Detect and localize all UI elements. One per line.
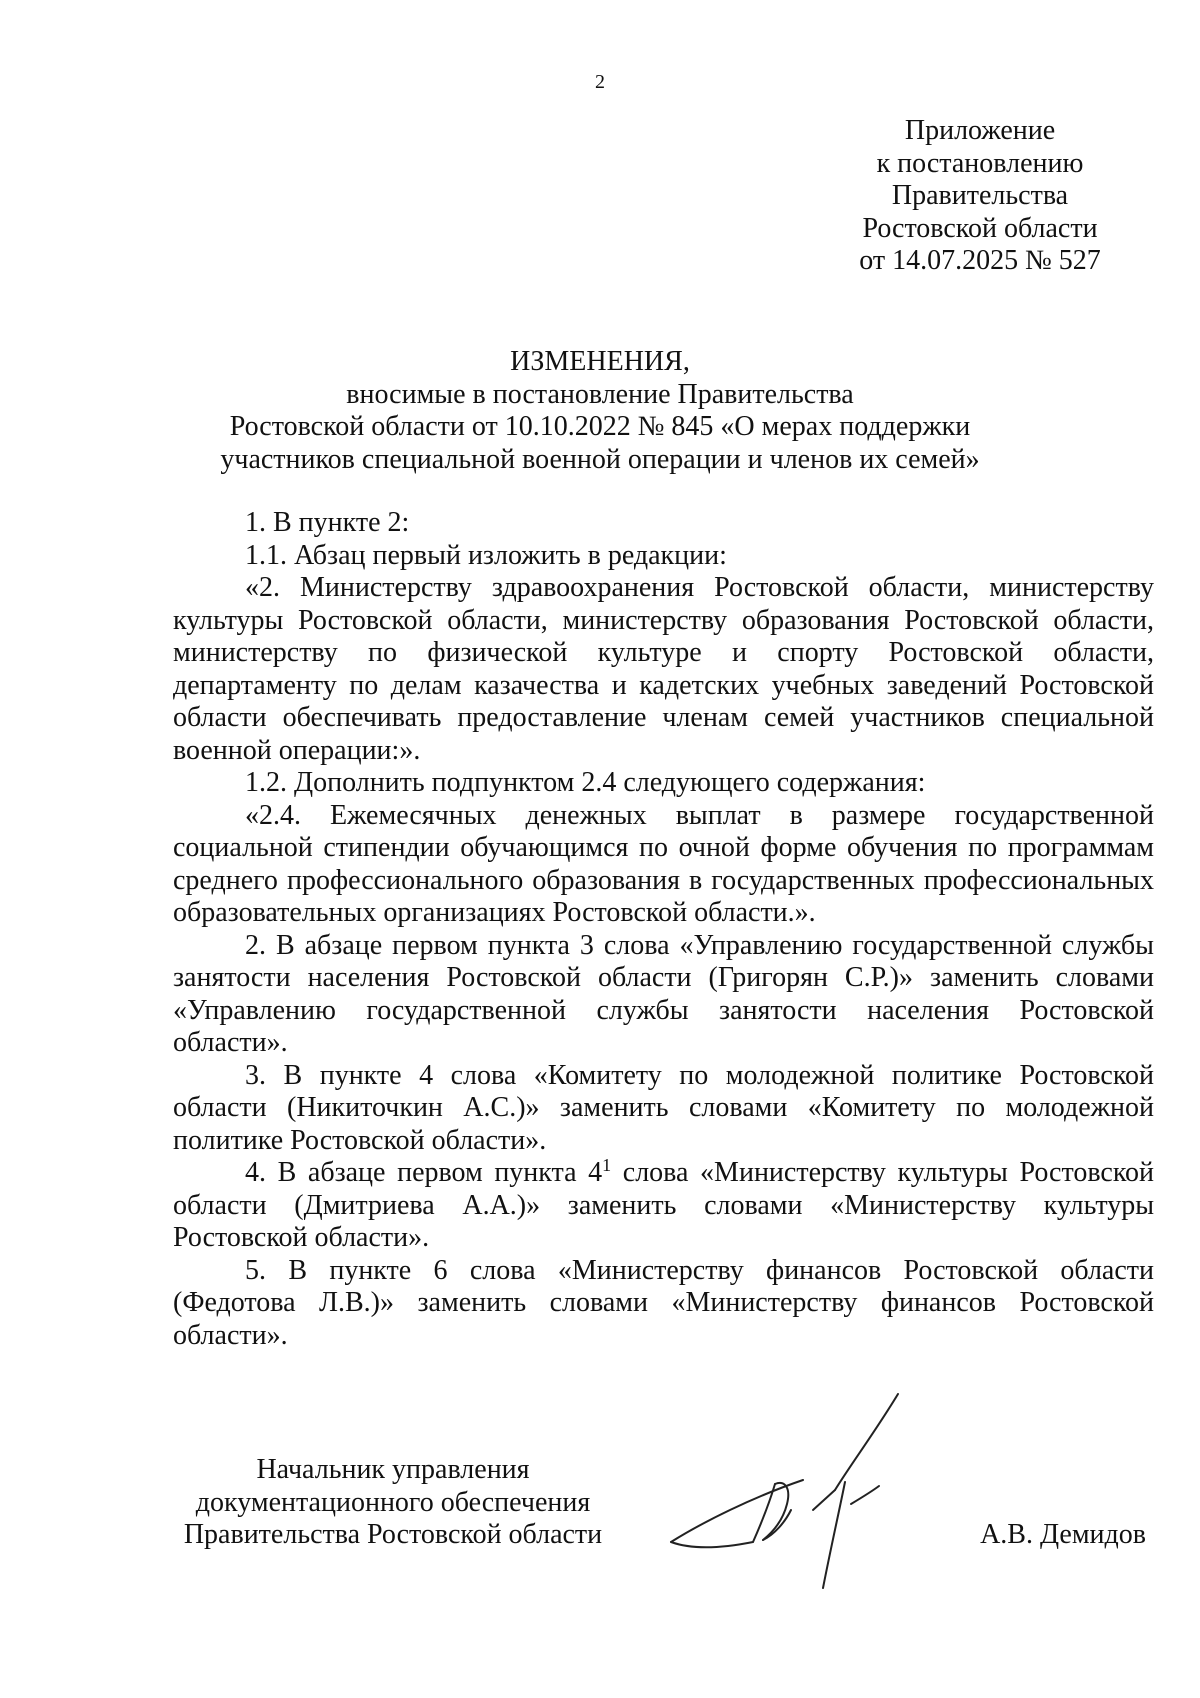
paragraph-4 — [173, 1157, 1154, 1255]
title-heading: ИЗМЕНЕНИЯ, — [510, 346, 690, 377]
appendix-line: к постановлению — [876, 147, 1084, 179]
paragraph-3: 3. В пункте 4 слова «Комитету по молодежной политике Ростовской области (Никиточкин А.С.)» заменить словами «Комитету по молодежной политике Ростовской области». — [173, 1059, 1154, 1156]
appendix-line: Ростовской области — [862, 212, 1098, 244]
document-title — [0, 346, 1200, 476]
page-number: 2 — [595, 71, 605, 93]
handwritten-signature — [663, 1392, 923, 1592]
title-subtitle-line: Ростовской области от 10.10.2022 № 845 «О мерах поддержки — [229, 411, 971, 442]
position-line: документационного обеспечения — [195, 1486, 591, 1518]
paragraph-quote-2-4: «2.4. Ежемесячных денежных выплат в размере государственной социальной стипендии обучающимся по очной форме обучения по программам среднего профессионального образования в государственных профессиональных образовательных организациях Ростовской области.». — [173, 799, 1154, 928]
position-line: Начальник управления — [256, 1454, 530, 1485]
paragraph-4-superscript: 1 — [602, 1155, 612, 1175]
paragraph-1-1: 1.1. Абзац первый изложить в редакции: — [245, 539, 727, 571]
paragraph-quote-2: «2. Министерству здравоохранения Ростовской области, министерству культуры Ростовской области, министерству образования Ростовской области, министерству по физической культуре и спорту Ростовской области, департаменту по делам казачества и кадетских учебных заведений Ростовской области обеспечивать предоставление членам семей участников специальной военной операции:». — [173, 572, 1154, 766]
appendix-line: Приложение — [904, 115, 1056, 146]
appendix-line: Правительства — [891, 180, 1069, 211]
paragraph-4-end: слова «Министерству культуры Ростовской области (Дмитриева А.А.)» заменить словами «Министерству культуры Ростовской области». — [173, 1157, 1154, 1253]
title-subtitle-line: вносимые в постановление Правительства — [346, 378, 854, 410]
paragraph-1: 1. В пункте 2: — [245, 507, 410, 538]
signatory-name: А.В. Демидов — [980, 1519, 1146, 1550]
title-subtitle-line: участников специальной военной операции и членов их семей» — [220, 443, 980, 475]
paragraph-4-start: 4. В абзаце первом пункта 4 — [245, 1157, 603, 1188]
document-body — [173, 507, 1154, 1352]
appendix-block — [770, 115, 1190, 278]
signature-block — [173, 1454, 1154, 1634]
paragraph-1-2: 1.2. Дополнить подпунктом 2.4 следующего содержания: — [245, 767, 926, 798]
position-line: Правительства Ростовской области — [183, 1519, 603, 1550]
paragraph-2: 2. В абзаце первом пункта 3 слова «Управлению государственной службы занятости населения Ростовской области (Григорян С.Р.)» заменить словами «Управлению государственной службы занятости населения Ростовской области». — [173, 929, 1154, 1058]
appendix-line: от 14.07.2025 № 527 — [859, 245, 1101, 276]
signatory-position — [173, 1454, 613, 1552]
paragraph-5: 5. В пункте 6 слова «Министерству финансов Ростовской области (Федотова Л.В.)» заменить словами «Министерству финансов Ростовской области». — [173, 1254, 1154, 1351]
